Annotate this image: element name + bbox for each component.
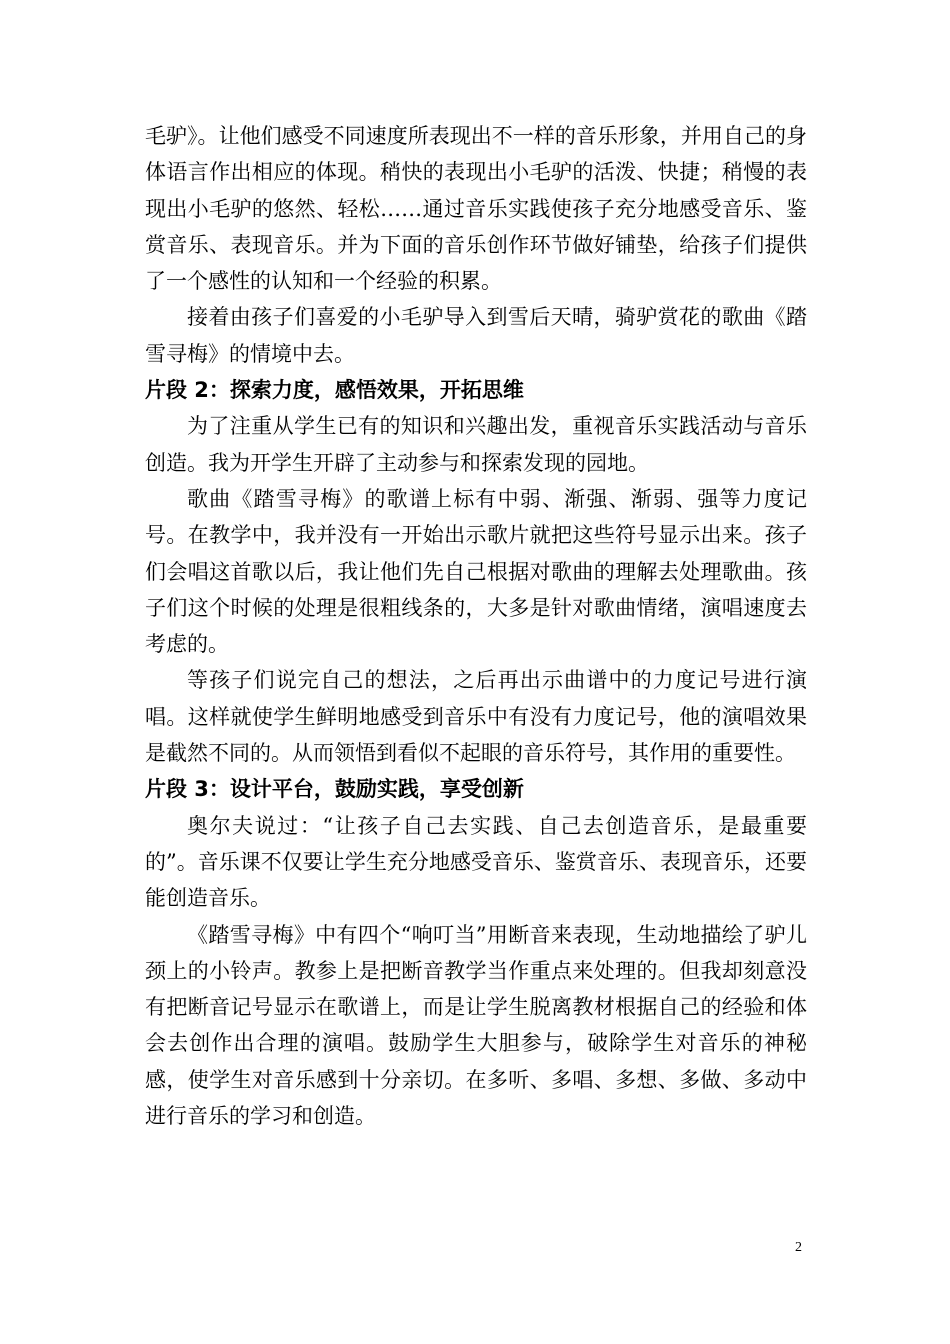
page-number: 2 [795, 1240, 802, 1255]
section-heading-2: 片段 2：探索力度，感悟效果，开拓思维 [145, 378, 524, 403]
paragraph: 《踏雪寻梅》中有四个“响叮当”用断音来表现，生动地描绘了驴儿颈上的小铃声。教参上是把断音教学当作重点来处理的。但我却刻意没有把断音记号显示在歌谱上，而是让学生脱离教材根据自己的经验和体会去创作出合理的演唱。鼓励学生大胆参与，破除学生对音乐的神秘感，使学生对音乐感到十分亲切。在多听、多唱、多想、多做、多动中进行音乐的学习和创造。 [145, 922, 807, 1129]
document-body [145, 118, 807, 1134]
paragraph: 奥尔夫说过：“让孩子自己去实践、自己去创造音乐，是最重要的”。音乐课不仅要让学生充分地感受音乐、鉴赏音乐、表现音乐，还要能创造音乐。 [145, 813, 807, 911]
paragraph: 接着由孩子们喜爱的小毛驴导入到雪后天晴，骑驴赏花的歌曲《踏雪寻梅》的情境中去。 [145, 305, 807, 366]
paragraph: 等孩子们说完自己的想法，之后再出示曲谱中的力度记号进行演唱。这样就使学生鲜明地感受到音乐中有没有力度记号，他的演唱效果是截然不同的。从而领悟到看似不起眼的音乐符号，其作用的重要性。 [145, 668, 807, 766]
paragraph: 歌曲《踏雪寻梅》的歌谱上标有中弱、渐强、渐弱、强等力度记号。在教学中，我并没有一开始出示歌片就把这些符号显示出来。孩子们会唱这首歌以后，我让他们先自己根据对歌曲的理解去处理歌曲。孩子们这个时候的处理是很粗线条的，大多是针对歌曲情绪，演唱速度去考虑的。 [145, 486, 807, 657]
section-heading-3: 片段 3：设计平台，鼓励实践，享受创新 [145, 777, 524, 802]
paragraph: 为了注重从学生已有的知识和兴趣出发，重视音乐实践活动与音乐创造。我为开学生开辟了主动参与和探索发现的园地。 [145, 414, 807, 475]
paragraph-continuation: 毛驴》。让他们感受不同速度所表现出不一样的音乐形象，并用自己的身体语言作出相应的体现。稍快的表现出小毛驴的活泼、快捷；稍慢的表现出小毛驴的悠然、轻松……通过音乐实践使孩子充分地感受音乐、鉴赏音乐、表现音乐。并为下面的音乐创作环节做好铺垫，给孩子们提供了一个感性的认知和一个经验的积累。 [145, 124, 807, 294]
